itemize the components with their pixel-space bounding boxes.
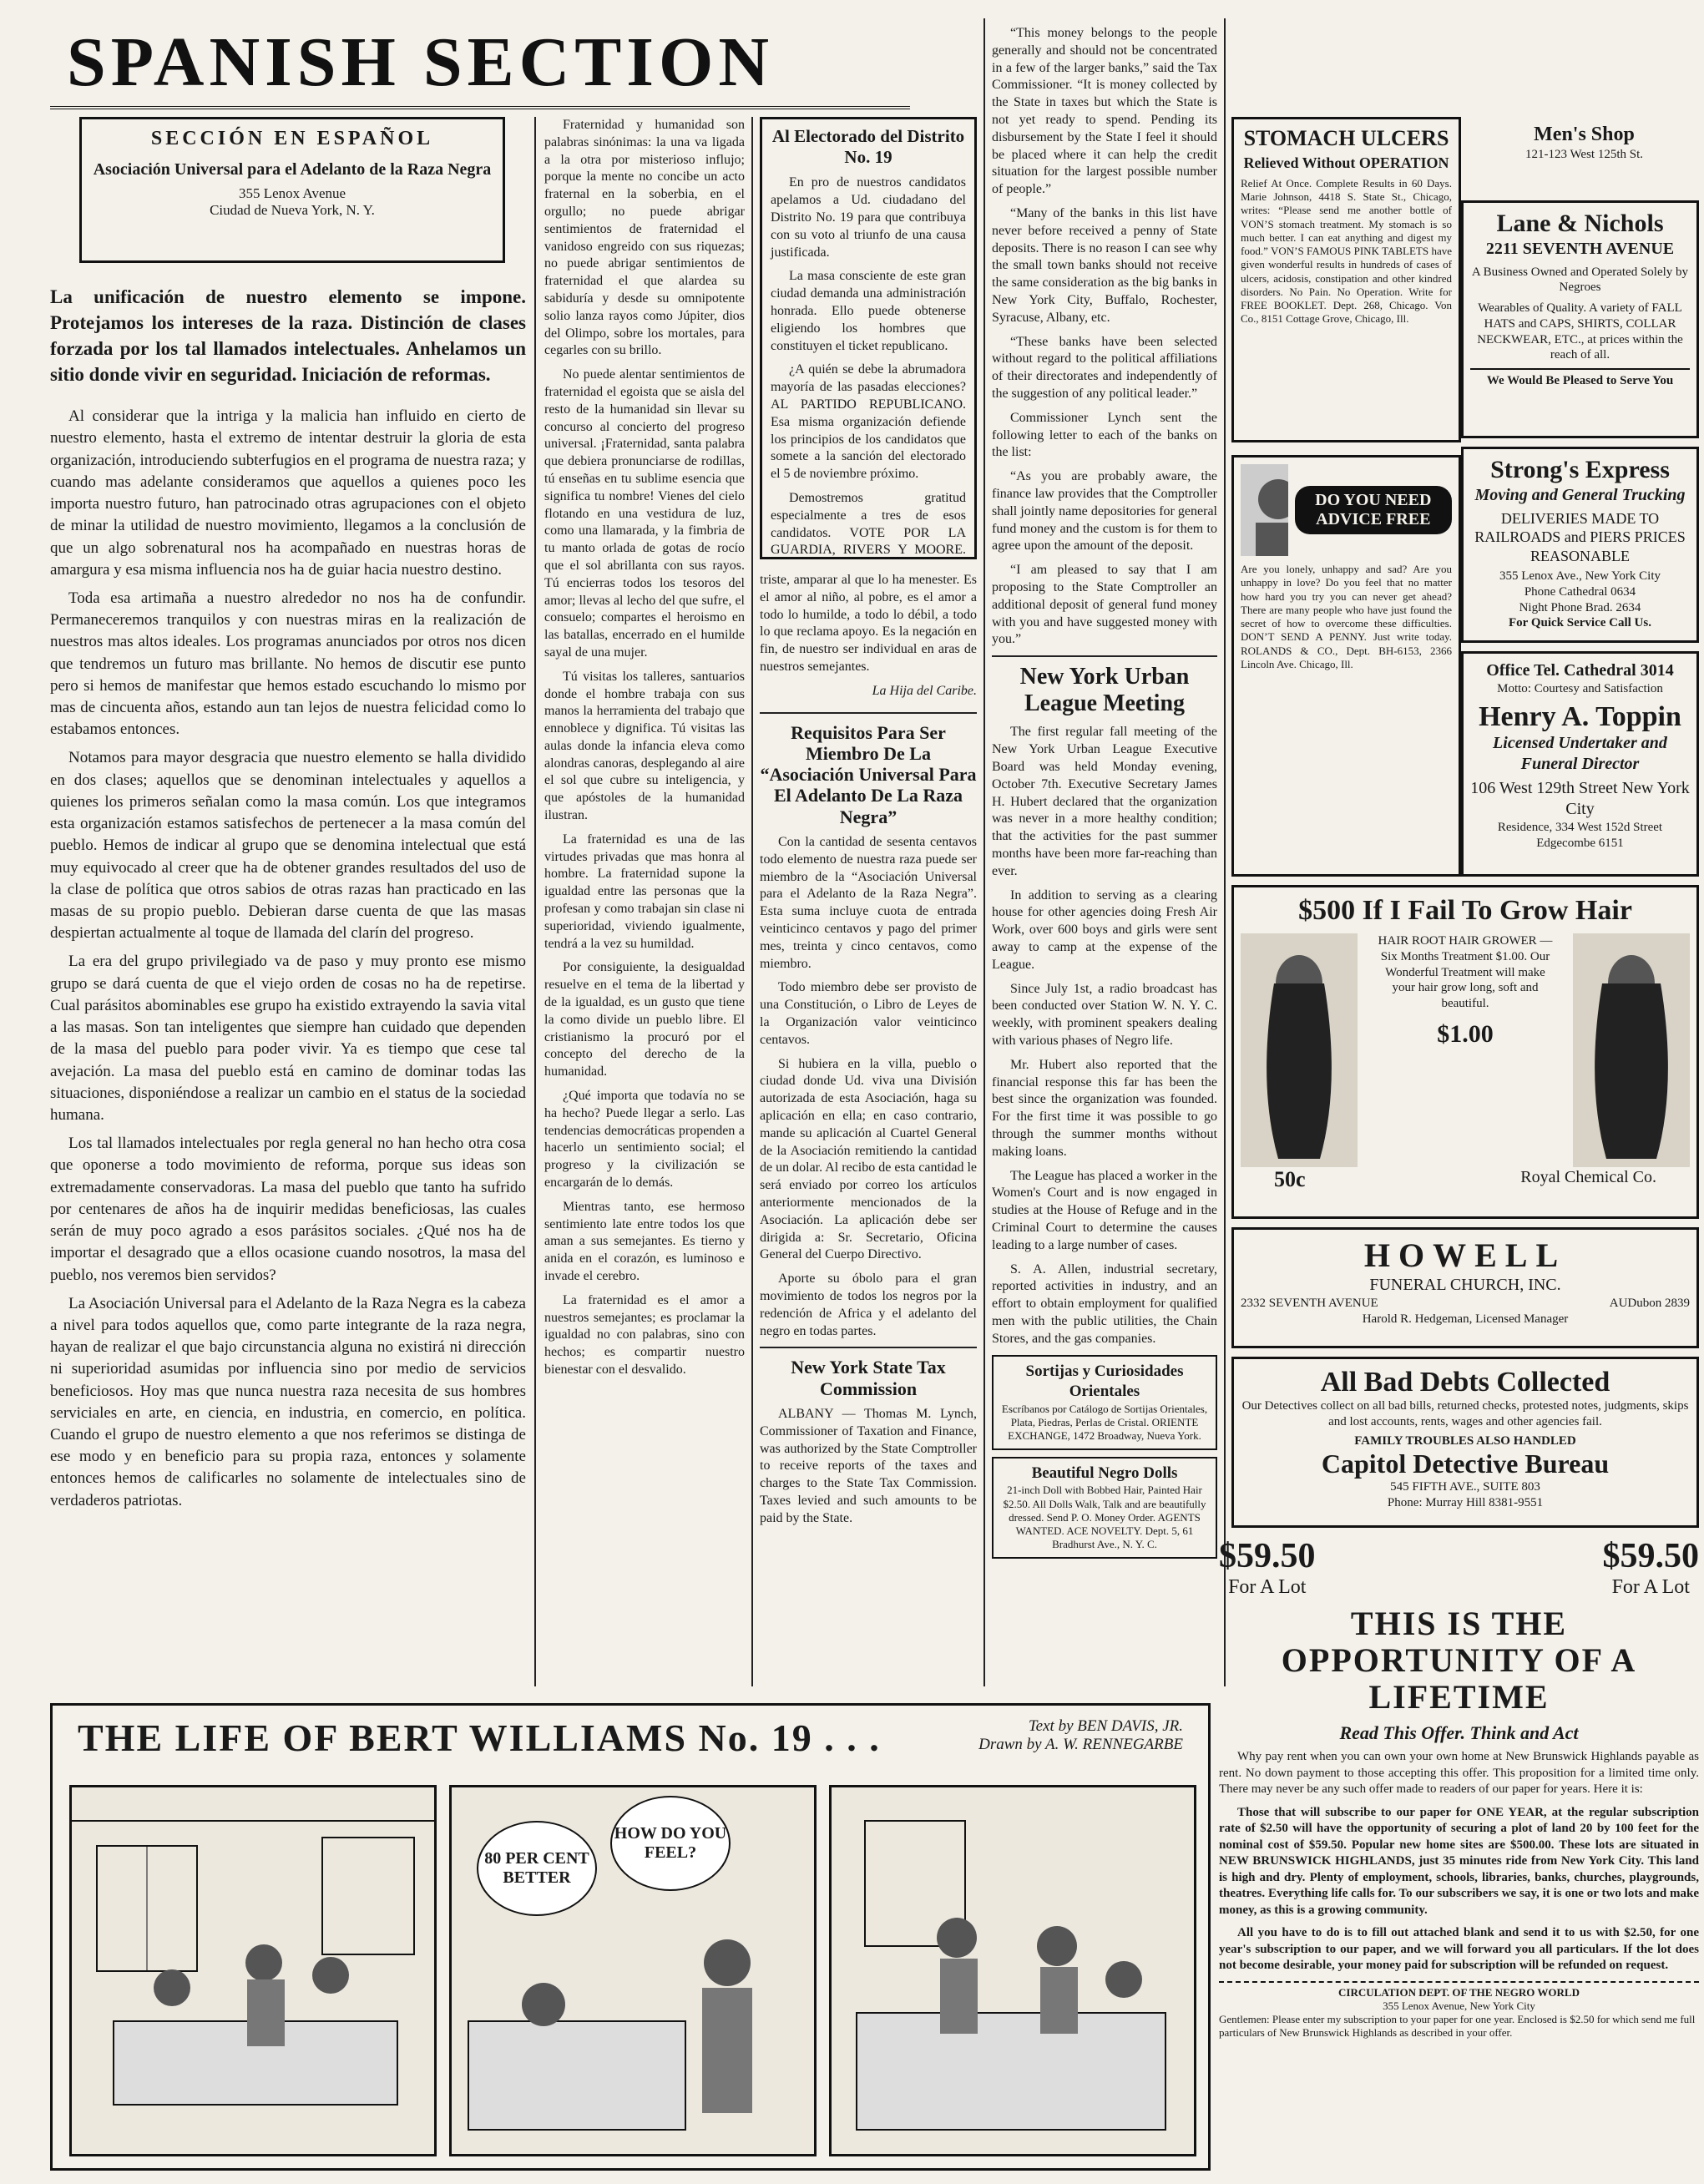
section-rule — [992, 655, 1217, 657]
hair-price: $1.00 — [1437, 1019, 1494, 1048]
electorate-paragraph: En pro de nuestros candidatos apelamos a Ud. ciudadano del Distrito No. 19 para que contribuya con su voto al triunfo de una causa justificada. — [771, 175, 966, 260]
menshop-title: Men's Shop — [1534, 124, 1635, 145]
debts-address: 545 FIFTH AVE., SUITE 803 — [1390, 1480, 1540, 1494]
article-paragraph: Por consiguiente, la desigualdad resuelve en el tema de la libertad y de la igualdad, es un gusto que tiene la como divide un pueblo libre. El cristianismo la procuró por el concepto del derecho de la humanidad. — [544, 960, 745, 1079]
ulcer-text: Relief At Once. Complete Results in 60 Days. Marie Johnson, 4418 S. State St., Chicago, writes: “Please send me another bottle of VON’S stomach treatment. My stomach is so much better. I can eat anything and digest my food.” VON’S FAMOUS PINK TABLETS have given wonderful results in hundreds of cases of ulcers, acidosis, constipation and other kindred disorders. No Pain. No Operation. Write for FREE BOOKLET. Dept. 268, Chicago. Von Co., 8151 Cottage Grove, Chicago, Ill. — [1241, 176, 1452, 326]
article-paragraph: Al considerar que la intriga y la malicia han influido en cierto de nuestro elemento, hasta el extremo de intentar destruir la gloria de esta organización, introduciendo subterfugios en el programa de nuestra raza; y cuando mas adelante consideramos que aquellos a quienes poco les importa nuestro futuro, han patrocinado otras agrupaciones con el objeto de minar la utilidad de nuestro movimiento, llegamos a la conclusión de que un algo sobrenatural nos ha acompañado en nuestras horas de amargura y esa misma influencia nos ha de guiar hacia nuestro destino. — [50, 407, 526, 579]
column-1-article — [50, 284, 526, 1686]
howell-phone: AUDubon 2839 — [1609, 1297, 1690, 1310]
urban-league-paragraph: In addition to serving as a clearing house for other agencies doing Fresh Air Work, over 600 boys and girls were sent away to camp at the expense of the League. — [992, 887, 1217, 972]
dolls-text: 21-inch Doll with Bobbed Hair, Painted Hair $2.50. All Dolls Walk, Talk and are beautifully dressed. Send P. O. Money Order. AGENTS WANTED. ACE NOVELTY. Dept. 5, 61 Bradhurst Ave., N. Y. C. — [1003, 1484, 1206, 1551]
comic-panel-1 — [69, 1785, 437, 2156]
column-3-article — [760, 572, 977, 1686]
lane-text: Wearables of Quality. A variety of FALL HATS and CAPS, SHIRTS, COLLAR NECKWEAR, ETC., at prices within the reach of all. — [1477, 301, 1683, 362]
electorate-paragraph: Demostremos gratitud especialmente a tres de esos candidatos. VOTE POR LA GUARDIA, RIVERS Y MOORE. — [771, 490, 966, 558]
article-paragraph: ¿Qué importa que todavía no se ha hecho? Puede llegar a serlo. Las tendencias democráticas propenden a hacerlo un sentimiento social; el progreso y la civilización se encargarán de lo demás. — [544, 1089, 745, 1191]
column-2-article — [544, 117, 745, 1686]
toppin-name: Henry A. Toppin — [1479, 700, 1681, 732]
column-divider — [1224, 18, 1226, 1686]
woman-long-hair-image — [1573, 933, 1690, 1167]
spanish-box-address: 355 Lenox Avenue — [238, 185, 346, 201]
lane-address: 2211 SEVENTH AVENUE — [1485, 239, 1675, 258]
masthead: SPANISH SECTION — [50, 18, 910, 109]
toppin-motto: Motto: Courtesy and Satisfaction — [1497, 682, 1663, 695]
lane-nichols-ad — [1461, 200, 1699, 438]
debts-phone: Phone: Murray Hill 8381-9551 — [1387, 1495, 1544, 1509]
lane-subtitle: A Business Owned and Operated Solely by Negroes — [1471, 265, 1689, 295]
toppin-residence-phone: Edgecombe 6151 — [1536, 836, 1624, 850]
ulcer-subtitle: Relieved Without OPERATION — [1243, 154, 1449, 171]
urban-league-paragraph: The League has placed a worker in the Women's Court and is now engaged in studies at the House of Refuge and in the Criminal Court to determine the causes leading to a large number of cases. — [992, 1168, 1217, 1252]
article-paragraph: “These banks have been selected without regard to the political affiliations of their directorates and independently of the suggestion of any political leader.” — [992, 334, 1217, 401]
strong-night-phone: Night Phone Brad. 2634 — [1519, 600, 1641, 614]
howell-title: HOWELL — [1363, 1236, 1567, 1274]
comic-title: THE LIFE OF BERT WILLIAMS No. 19 . . . — [78, 1716, 881, 1759]
lot-paragraph: Why pay rent when you can own your own home at New Brunswick Highlands payable as rent. No down payment to those accepting this offer. This proposition for a limited time only. There may never be any such offer made to readers of our paper for years. Here it is: — [1219, 1750, 1699, 1796]
howell-subtitle: FUNERAL CHURCH, INC. — [1369, 1276, 1561, 1294]
lot-price-right: $59.50 — [1602, 1537, 1699, 1575]
strong-address: 355 Lenox Ave., New York City — [1499, 569, 1661, 583]
debts-company: Capitol Detective Bureau — [1321, 1448, 1610, 1479]
advice-title: DO YOU NEED ADVICE FREE — [1295, 486, 1452, 534]
sortijas-text: Escríbanos por Catálogo de Sortijas Orientales, Plata, Piedras, Perlas de Cristal. ORIENTE EXCHANGE, 1472 Broadway, Nueva York. — [1001, 1402, 1208, 1443]
strong-call: For Quick Service Call Us. — [1509, 616, 1651, 630]
spanish-box-title: SECCIÓN EN ESPAÑOL — [150, 128, 434, 149]
comic-panel-2 — [449, 1785, 817, 2156]
column-4-article — [992, 25, 1217, 1686]
lane-title: Lane & Nichols — [1496, 210, 1664, 237]
woman-long-hair-image — [1241, 933, 1358, 1167]
toppin-address: 106 West 129th Street New York City — [1470, 778, 1690, 818]
article-paragraph: La fraternidad es una de las virtudes privadas que mas honra al hombre. La fraternidad supone la igualdad entre las personas que la profesan y como trabajan sin clase ni superioridad, viviendo igualmente, tendrá a la vez su humildad. — [544, 832, 745, 951]
strong-title: Strong's Express — [1490, 456, 1670, 483]
hair-text: HAIR ROOT HAIR GROWER — Six Months Treatment $1.00. Our Wonderful Treatment will make your hair grow long, soft and beautiful. — [1378, 934, 1553, 1011]
stomach-ulcers-ad — [1231, 117, 1461, 442]
lot-paragraph: All you have to do is to fill out attached blank and send it to us with $2.50, for one year's subscription to our paper, and we will forward you all particulars. If the lot does not become desirable, your money paid for subscription will be refunded on request. — [1219, 1926, 1699, 1972]
sortijas-title: Sortijas y Curiosidades Orientales — [1025, 1362, 1184, 1401]
article-paragraph: La fraternidad es el amor a nuestros semejantes; es proclamar la igualdad no con palabras, sino con hechos; es compartir nuestro bienestar con el desvalido. — [544, 1292, 745, 1377]
lot-offer-ad — [1219, 1536, 1699, 2171]
spanish-section-box — [79, 117, 505, 263]
spanish-box-org: Asociación Universal para el Adelanto de la Raza Negra — [93, 160, 492, 179]
article-paragraph: “Many of the banks in this list have never before received a penny of State deposits. There is no reason I can see why the small town banks should not receive the same consideration as the big banks in New York City, Buffalo, Rochester, Syracuse, Albany, etc. — [992, 205, 1217, 325]
strong-phone: Phone Cathedral 0634 — [1524, 584, 1636, 599]
urban-league-paragraph: Since July 1st, a radio broadcast has been conducted over Station W. N. Y. C. weekly, with prominent speakers dealing with various phases of Negro life. — [992, 981, 1217, 1049]
detective-bureau-ad — [1231, 1357, 1699, 1528]
column-divider — [751, 117, 753, 1686]
hair-company: Royal Chemical Co. — [1520, 1168, 1656, 1187]
ny-tax-text: ALBANY — Thomas M. Lynch, Commissioner of Taxation and Finance, was authorized by the State Comptroller to receive reports of the taxes and charges to the State Tax Commission. Taxes levied and such amounts to be paid by the State. — [760, 1406, 977, 1525]
ulcer-title: STOMACH ULCERS — [1243, 126, 1449, 150]
lot-paragraph: Those that will subscribe to our paper for ONE YEAR, at the regular subscription rate of $2.50 will have the opportunity of securing a plot of land 20 by 100 feet for the nominal cost of $59.50. Popular new home sites are $500.00. These lots are situated in NEW BRUNSWICK HIGHLANDS, just 35 minutes ride from New York City. This land is high and dry. Plenty of employment, schools, libraries, banks, churches, playgrounds, theatres. Everything life calls for. To our subscribers we say, it is one or two lots and make money, as this is a growing community. — [1219, 1805, 1699, 1917]
article-paragraph: No puede alentar sentimientos de fraternidad el egoista que se aisla del resto de la humanidad sin llevar su concurso al concierto del progreso universal. ¡Fraternidad, santa palabra que debiera pronunciarse de rodillas, tú enseñas en tu sublime esencia que significa tu nombre! Vienes del cielo flotando en una vestidura de luz, como una llamarada, y la fimbria de tu manto orlada de gotas de rocío que el sol abrillanta con sus rayos. Tú encierras todos los tesoros del amor; llevas al lecho del que sufre, el consuelo; compartes el heroismo en las batallas, encerrado en el humilde sayal de una mujer. — [544, 367, 745, 660]
hospital-room-illustration — [72, 1787, 434, 2154]
ny-tax-title: New York State Tax Commission — [791, 1357, 946, 1399]
toppin-residence: Residence, 334 West 152d Street — [1497, 820, 1663, 834]
debts-family: FAMILY TROUBLES ALSO HANDLED — [1354, 1433, 1576, 1448]
menshop-address: 121-123 West 125th St. — [1524, 147, 1644, 161]
article-paragraph: Fraternidad y humanidad son palabras sinónimas: la una va ligada a la otra por misterioso influjo; porque la mente no concibe un acto fraternal en la soberbia, en el orgullo; no puede abrigar sentimientos de fraternidad el vanidoso engreido con sus riquezas; no puede abrigar sentimientos de fraternidad el que alardea su sabiduría y desde su omnipotente solio lanza rayos como Júpiter, dios del Olimpo, sobre los mortales, para cegarles con su brillo. — [544, 118, 745, 358]
toppin-phone: Office Tel. Cathedral 3014 — [1486, 661, 1674, 680]
lot-for-right: For A Lot — [1611, 1576, 1690, 1598]
debts-text: Our Detectives collect on all bad bills, returned checks, protested notes, judgments, skips and lost accounts, rents, wages and other agencies fail. — [1241, 1399, 1689, 1428]
requirements-paragraph: Todo miembro debe ser provisto de una Constitución, o Libro de Leyes de la Organización valor veinticinco centavos. — [760, 980, 977, 1047]
comic-credits — [978, 1717, 1183, 1754]
howell-funeral-ad — [1231, 1227, 1699, 1348]
comic-strip — [50, 1703, 1211, 2171]
sortijas-ad — [992, 1355, 1217, 1450]
requirements-title: Requisitos Para Ser Miembro De La “Asociación Universal Para El Adelanto De La Raza Negra” — [760, 721, 977, 827]
urban-league-paragraph: Mr. Hubert also reported that the financial response this far has been the best since the organization was founded. For the first time it was possible to go through the summer months without making loans. — [992, 1057, 1217, 1159]
article-paragraph: “As you are probably aware, the finance law provides that the Comptroller shall jointly name depositories for general fund money and the custom is for them to agree upon the amount of the deposit. — [992, 469, 1217, 554]
comic-drawn-credit: Drawn by A. W. RENNEGARBE — [978, 1736, 1183, 1753]
electorate-paragraph: La masa consciente de este gran ciudad demanda una administración honrada. Ello puede obtenerse eligiendo los hombres que constituyen el ticket republicano. — [771, 269, 966, 353]
column-divider — [534, 117, 536, 1686]
spanish-box-city: Ciudad de Nueva York, N. Y. — [210, 202, 375, 218]
howell-address: 2332 SEVENTH AVENUE — [1241, 1297, 1378, 1310]
article-paragraph: “This money belongs to the people generally and should not be concentrated in a few of the larger banks,” said the Tax Commissioner. “It is money collected by the State in taxes but which the State is not yet ready to spend. Pending its disbursement by the State I feel it should be placed where it can help the credit situation for the largest possible number of people.” — [992, 26, 1217, 197]
subscription-form — [1219, 1981, 1699, 2040]
article-signature: La Hija del Caribe. — [872, 683, 977, 698]
article-paragraph: triste, amparar al que lo ha menester. Es el amor al niño, al pobre, es el amor a todo lo humilde, a todo lo débil, a todo lo que reclama apoyo. Es la negación en fin, de nuestro ser individual en aras de nuestros semejantes. — [760, 573, 977, 674]
article-paragraph: Commissioner Lynch sent the following letter to each of the banks on the list: — [992, 410, 1217, 460]
urban-league-title: New York Urban League Meeting — [1019, 664, 1190, 717]
requirements-paragraph: Aporte su óbolo para el gran movimiento de todos los negros por la redención de Africa y el adelanto del negro en todas partes. — [760, 1271, 977, 1338]
lot-subtitle: Read This Offer. Think and Act — [1339, 1722, 1579, 1743]
electorate-paragraph: ¿A quién se debe la abrumadora mayoría de las pasadas elecciones? AL PARTIDO REPUBLICANO. Esa misma organización defiende los principios de los candidatos que somete a la sanción del electorado el 5 de noviembre próximo. — [771, 362, 966, 482]
article-paragraph: La era del grupo privilegiado va de paso y muy pronto ese mismo grupo se dará cuenta de que el viejo orden de cosas no ha de repetirse. Cual parásitos abominables ese grupo ha existido extrayendo la savia vital a las masas. Son tan inteligentes que siempre han cuidado que dependen de la masa del pueblo para poder vivir. Ya es tiempo que cese tal avejación. La masa del pueblo está en camino de dominar todas las situaciones, disponiéndose a realizar un cambio en el status de la sociedad humana. — [50, 953, 526, 1124]
comic-panel-3 — [829, 1785, 1196, 2156]
article-paragraph: Toda esa artimaña a nuestro alrededor no nos ha de confundir. Permaneceremos tranquilos y con nuestras miras en la realización de nuestros mas altos ideales. Los programas anunciados por otros nos dicen que tendremos un futuro mas brillante. No hemos de discutir ese punto pero si hemos de manifestar que hemos estado escuchando lo mismo por mas de cincuenta años, estando aun tan lejos de nuestra felicidad como lo estabamos entonces. — [50, 589, 526, 739]
lot-price-left: $59.50 — [1219, 1537, 1316, 1575]
visitors-illustration — [832, 1787, 1194, 2154]
form-title: CIRCULATION DEPT. OF THE NEGRO WORLD — [1338, 1985, 1580, 1999]
article-paragraph: Los tal llamados intelectuales por regla general no han hecho otra cosa que oponerse a todo movimiento de reforma, porque sus ideas son extremadamente conservadoras. La masa del pueblo que tanto ha sufrido por centenares de años ha de inquirir medidas beneficiosas, las cuales serán de muy poco agrado a esos parásitos sociales. ¿Qué nos ha de importar el desagrado que a ellos ocasione cuando nosotros, la masa del pueblo, nos veremos bien servidos? — [50, 1135, 526, 1284]
article-paragraph: Tú visitas los talleres, santuarios donde el hombre trabaja con sus manos la herramienta del trabajo que ennoblece y dignifica. Tú visitas las aulas donde la infancia eleva como alondras canoras, desplegando al aire el sol que cubre su inteligencia, y que apóstoles de la humanidad ilustran. — [544, 669, 745, 823]
article-paragraph: Notamos para mayor desgracia que nuestro elemento se halla dividido en dos clases; aquellos que se denominan intelectuales y aquellos a quienes los primeros señalan como la masa común. Los que integramos esta organización estamos satisfechos de pertenecer a la masa común del pueblo. Hemos de indicar al grupo que se denomina intelectual que está muy equivocado al creer que ha de obtener grandes resultados del uso de la clase de política que otros sabios de otras razas han practicado en las masas de su propio pueblo. Debieran darse cuenta de que las masas despiertan actualmente al toque de llamada del clarín del progreso. — [50, 749, 526, 943]
article-lead: La unificación de nuestro elemento se impone. Protejamos los intereses de la raza. Distinción de clases forzada por los tal llamados intelectuales. Anhelamos un sitio donde vivir en seguridad. Iniciación de reformas. — [50, 286, 526, 386]
dolls-title: Beautiful Negro Dolls — [1031, 1464, 1178, 1482]
lane-motto: We Would Be Pleased to Serve You — [1470, 368, 1690, 389]
section-rule — [760, 712, 977, 714]
mens-shop-ad — [1469, 117, 1699, 192]
speech-bubble-how-do-you-feel: HOW DO YOU FEEL? — [610, 1796, 731, 1891]
article-paragraph: La Asociación Universal para el Adelanto de la Raza Negra es la cabeza a nivel para todos aquellos que, como parte integrante de la raza negra, hayan de realizar el que bajo circunstancia alguna no existirá ni dirección ni superioridad asumidas por influencia sino por medio de servicios beneficiosos. Hoy mas que nunca nuestra raza necesita de sus hombres serviciales en arte, en ciencia, en industria, en comercio, en política. Cuando el grupo de nuestro elemento a que nos referimos se distinga de ese modo y en beneficio para su propia raza, entonces y solamente entonces hemos de calificarles no solamente de intelectuales sino de verdaderos patriotas. — [50, 1294, 526, 1509]
dolls-ad — [992, 1457, 1217, 1559]
speech-bubble-better: 80 PER CENT BETTER — [477, 1821, 597, 1916]
portrait-image — [1241, 464, 1288, 556]
article-paragraph: Mientras tanto, ese hermoso sentimiento late entre todos los que aman a sus semejantes. Es tierno y anida en el corazón, es luminoso e invade el cerebro. — [544, 1199, 745, 1283]
requirements-paragraph: Con la cantidad de sesenta centavos todo elemento de nuestra raza puede ser miembro de la “Asociación Universal para el Adelanto de la Raza Negra”. Esta suma incluye cuota de entrada veinticinco centavos y pago del primer mes, treinta y cinco centavos, como miembro. — [760, 835, 977, 971]
hair-price-small: 50c — [1274, 1167, 1306, 1192]
hair-title: $500 If I Fail To Grow Hair — [1298, 895, 1632, 926]
electorate-box — [760, 117, 977, 559]
advice-ad — [1231, 455, 1461, 877]
article-paragraph: “I am pleased to say that I am proposing to the State Comptroller an additional deposit of general fund money with you and have suggested money with you.” — [992, 563, 1217, 647]
toppin-title: Licensed Undertaker and Funeral Director — [1493, 733, 1667, 773]
form-text: Gentlemen: Please enter my subscription to your paper for one year. Enclosed is $2.50 for which send me full particulars of New Brunswick Highlands as described in your offer. — [1219, 2013, 1696, 2040]
debts-title: All Bad Debts Collected — [1320, 1367, 1610, 1398]
form-address: 355 Lenox Avenue, New York City — [1383, 1999, 1535, 2012]
electorate-title: Al Electorado del Distrito No. 19 — [771, 126, 965, 168]
howell-names: Harold R. Hedgeman, Licensed Manager — [1362, 1312, 1569, 1326]
hair-grower-ad — [1231, 885, 1699, 1219]
toppin-undertaker-ad — [1461, 651, 1699, 877]
strong-subtitle: Moving and General Trucking — [1474, 485, 1686, 504]
urban-league-paragraph: The first regular fall meeting of the New York Urban League Executive Board was held Monday evening, October 7th. Executive Secretary James H. Hubert declared that the organization was never in a more healthy condition; that the activities for the past summer months have been more far-reaching than ever. — [992, 725, 1217, 878]
lot-headline: THIS IS THE OPPORTUNITY OF A LIFETIME — [1281, 1605, 1637, 1716]
requirements-paragraph: Si hubiera en la villa, pueblo o ciudad donde Ud. viva una División autorizada de esta Asociación, haga su aplicación en ella; en caso contrario, mande su aplicación al Cuartel General de la Asociación remitiendo la cantidad de un dolar. Al recibo de esta cantidad le será enviado por correo los artículos anteriormente mencionados de la Asociación. La aplicación debe ser dirigida a: Sr. Secretario, Oficina General del Cuerpo Directivo. — [760, 1056, 977, 1262]
column-divider — [983, 18, 985, 1686]
comic-text-credit: Text by BEN DAVIS, JR. — [1028, 1717, 1183, 1735]
section-rule — [760, 1347, 977, 1348]
strong-text: DELIVERIES MADE TO RAILROADS and PIERS PRICES REASONABLE — [1474, 509, 1686, 564]
urban-league-paragraph: S. A. Allen, industrial secretary, reported activities in industry, and an effort to obtain employment for qualified men with the public utilities, the Chain Stores, and the gas companies. — [992, 1261, 1217, 1346]
lot-for-left: For A Lot — [1228, 1576, 1307, 1598]
advice-text: Are you lonely, unhappy and sad? Are you unhappy in love? Do you feel that no matter how hard you try you can never get ahead? There are many people who have just found the secret of how to overcome these difficulties. DON’T SEND A PENNY. Just write today. ROLANDS & CO., Dept. BH-6153, 2366 Lincoln Ave. Chicago, Ill. — [1241, 563, 1452, 670]
strongs-express-ad — [1461, 447, 1699, 643]
